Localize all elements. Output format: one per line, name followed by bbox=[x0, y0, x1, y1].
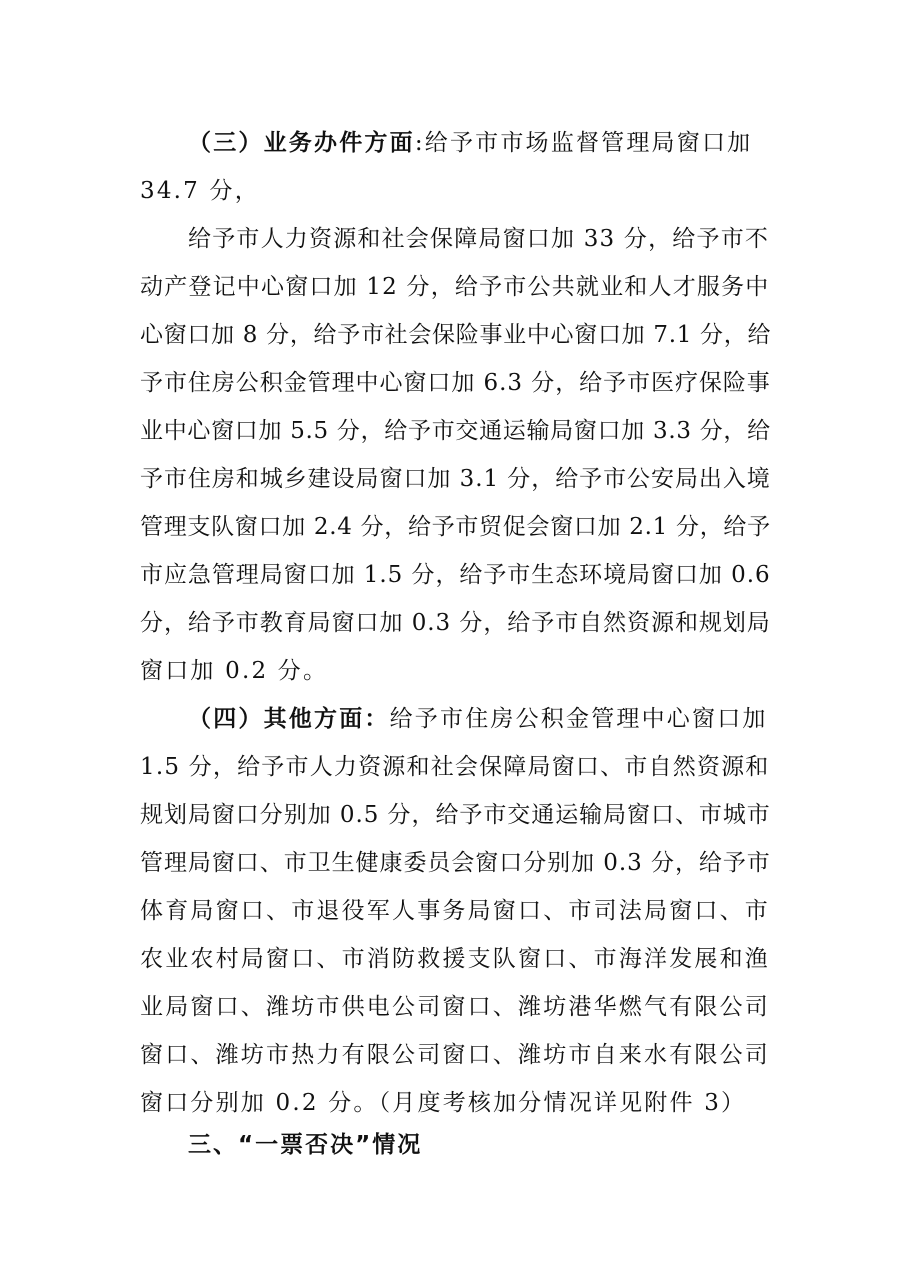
section3-line-1: 34.7 分， bbox=[140, 178, 260, 204]
section4-line-1: 1.5 分，给予市人力资源和社会保障局窗口、市自然资源和 bbox=[140, 754, 770, 780]
section3-line-11: 窗口加 0.2 分。 bbox=[140, 658, 329, 684]
section-heading: 三、“一票否决”情况 bbox=[188, 1132, 423, 1158]
section3-line-7: 予市住房和城乡建设局窗口加 3.1 分，给予市公安局出入境 bbox=[140, 466, 771, 492]
section3-line-6: 业中心窗口加 5.5 分，给予市交通运输局窗口加 3.3 分，给 bbox=[140, 418, 771, 444]
section4-line-5: 农业农村局窗口、市消防救援支队窗口、市海洋发展和渔 bbox=[140, 946, 770, 972]
section3-line-0: :给予市市场监督管理局窗口加 bbox=[414, 130, 753, 156]
section3-line-10: 分，给予市教育局窗口加 0.3 分，给予市自然资源和规划局 bbox=[140, 610, 771, 636]
section4-title: （四）其他方面： bbox=[188, 705, 390, 732]
section3-line-3: 动产登记中心窗口加 12 分，给予市公共就业和人才服务中 bbox=[140, 274, 770, 300]
section3-title: （三）业务办件方面 bbox=[188, 129, 415, 156]
section3-line-9: 市应急管理局窗口加 1.5 分，给予市生态环境局窗口加 0.6 bbox=[140, 562, 771, 588]
section3-first-line bbox=[188, 128, 752, 158]
section3-line-8: 管理支队窗口加 2.4 分，给予市贸促会窗口加 2.1 分，给予 bbox=[140, 514, 771, 540]
section3-line-2: 给予市人力资源和社会保障局窗口加 33 分，给予市不 bbox=[188, 226, 770, 252]
section4-line-2: 规划局窗口分别加 0.5 分，给予市交通运输局窗口、市城市 bbox=[140, 802, 771, 828]
section3-line-4: 心窗口加 8 分，给予市社会保险事业中心窗口加 7.1 分，给 bbox=[140, 322, 772, 348]
section4-line-7: 窗口、潍坊市热力有限公司窗口、潍坊市自来水有限公司 bbox=[140, 1042, 770, 1068]
section3-line-5: 予市住房公积金管理中心窗口加 6.3 分，给予市医疗保险事 bbox=[140, 370, 771, 396]
section4-line-4: 体育局窗口、市退役军人事务局窗口、市司法局窗口、市 bbox=[140, 898, 770, 924]
section4-line-3: 管理局窗口、市卫生健康委员会窗口分别加 0.3 分，给予市 bbox=[140, 850, 771, 876]
section4-line-8: 窗口分别加 0.2 分。（月度考核加分情况详见附件 3） bbox=[140, 1090, 747, 1116]
section4-line-6: 业局窗口、潍坊市供电公司窗口、潍坊港华燃气有限公司 bbox=[140, 994, 770, 1020]
section4-line-0: 给予市住房公积金管理中心窗口加 bbox=[389, 706, 768, 732]
section4-first-line bbox=[188, 704, 768, 734]
